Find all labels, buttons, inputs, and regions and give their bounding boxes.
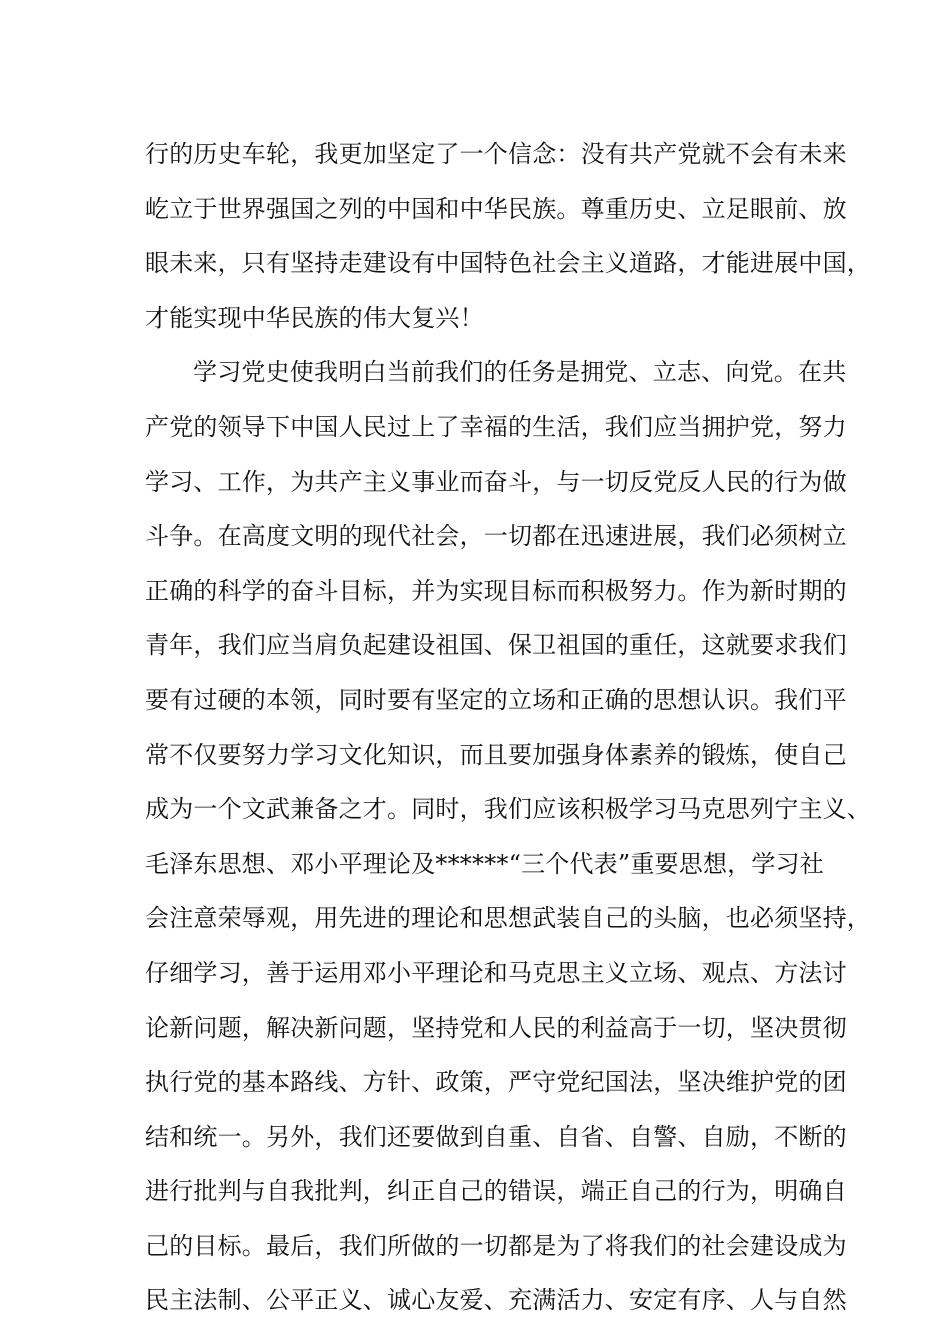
text-line: 眼未来，只有坚持走建设有中国特色社会主义道路，才能进展中国，	[145, 249, 871, 278]
text-line: 青年，我们应当肩负起建设祖国、保卫祖国的重任，这就要求我们	[145, 631, 847, 660]
text-line: 毛泽东思想、邓小平理论及******“三个代表”重要思想，学习社	[145, 849, 824, 878]
text-line: 成为一个文武兼备之才。同时，我们应该积极学习马克思列宁主义、	[145, 795, 871, 824]
text-line: 进行批判与自我批判，纠正自己的错误，端正自己的行为，明确自	[145, 1177, 847, 1206]
text-line: 己的目标。最后，我们所做的一切都是为了将我们的社会建设成为	[145, 1231, 847, 1260]
text-line: 仔细学习，善于运用邓小平理论和马克思主义立场、观点、方法讨	[145, 958, 847, 987]
text-line: 才能实现中华民族的伟大复兴！	[145, 303, 484, 332]
text-line: 正确的科学的奋斗目标，并为实现目标而积极努力。作为新时期的	[145, 576, 847, 605]
body-text	[145, 130, 871, 1331]
text-line: 民主法制、公平正义、诚心友爱、充满活力、安定有序、人与自然	[145, 1286, 847, 1315]
text-line: 学习、工作，为共产主义事业而奋斗，与一切反党反人民的行为做	[145, 467, 847, 496]
text-line: 产党的领导下中国人民过上了幸福的生活，我们应当拥护党，努力	[145, 412, 847, 441]
text-line: 结和统一。另外，我们还要做到自重、自省、自警、自励，不断的	[145, 1122, 847, 1151]
text-line: 屹立于世界强国之列的中国和中华民族。尊重历史、立足眼前、放	[145, 194, 847, 223]
text-line: 论新问题，解决新问题，坚持党和人民的利益高于一切，坚决贯彻	[145, 1013, 847, 1042]
text-line: 要有过硬的本领，同时要有坚定的立场和正确的思想认识。我们平	[145, 685, 847, 714]
paragraph-start-line: 学习党史使我明白当前我们的任务是拥党、立志、向党。在共	[193, 358, 847, 387]
text-line: 斗争。在高度文明的现代社会，一切都在迅速进展，我们必须树立	[145, 522, 847, 551]
text-line: 行的历史车轮，我更加坚定了一个信念：没有共产党就不会有未来	[145, 140, 847, 168]
text-line: 会注意荣辱观，用先进的理论和思想武装自己的头脑，也必须坚持，	[145, 904, 871, 933]
text-line: 执行党的基本路线、方针、政策，严守党纪国法，坚决维护党的团	[145, 1068, 847, 1097]
text-line: 常不仅要努力学习文化知识，而且要加强身体素养的锻炼，使自己	[145, 740, 847, 769]
